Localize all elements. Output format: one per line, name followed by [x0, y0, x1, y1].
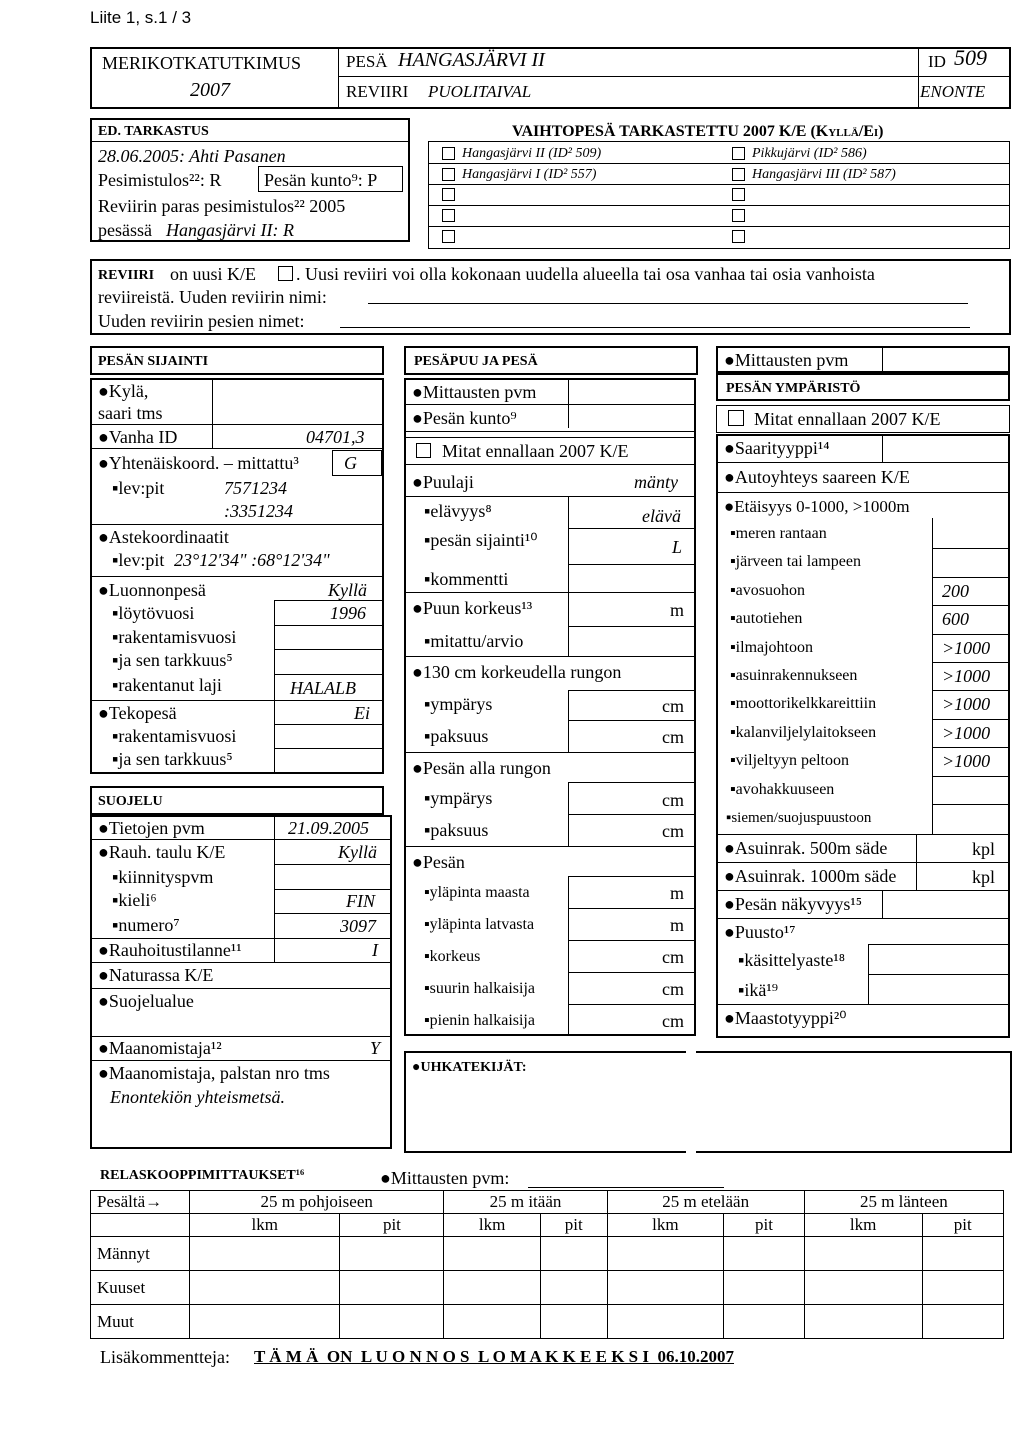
distance-label-9: ▪avohakkuuseen — [730, 781, 835, 798]
distance-value-6: >1000 — [942, 694, 991, 714]
prot-line-9 — [90, 1060, 392, 1061]
tree-measures-checkbox[interactable] — [416, 443, 431, 458]
env-line-3 — [716, 834, 1010, 835]
artificial-value: Ei — [354, 703, 370, 723]
best-result-line2-prefix: pesässä — [98, 220, 152, 240]
owner-parcel-value: Enontekiön yhteismetsä. — [110, 1087, 285, 1107]
cell[interactable] — [724, 1271, 805, 1305]
table-row — [91, 1237, 1004, 1271]
cell[interactable] — [804, 1305, 922, 1339]
comments-label: Lisäkommentteja: — [100, 1347, 230, 1367]
top-ground-label: ▪yläpinta maasta — [424, 884, 530, 901]
nest-prefix: PESÄ — [346, 52, 388, 71]
env-measures-checkbox[interactable] — [728, 410, 744, 426]
relascope-table — [90, 1190, 1004, 1339]
lang-label: ▪kieli⁶ — [112, 890, 157, 910]
tree-130-divider — [568, 690, 569, 752]
env-line-1 — [716, 462, 1010, 463]
cell[interactable] — [340, 1305, 444, 1339]
distance-label-5: ▪asuinrakennukseen — [730, 667, 858, 684]
distance-value-7: >1000 — [942, 723, 991, 743]
distance-value-2: 200 — [942, 581, 969, 601]
alt-nest-4: Hangasjärvi III (ID² 587) — [752, 167, 896, 182]
prev-heading-line — [90, 141, 410, 142]
distance-row-line-4 — [932, 634, 1010, 635]
dwell1000: ●Asuinrak. 1000m säde — [724, 866, 897, 886]
old-id-label: ●Vanha ID — [98, 427, 178, 447]
sub-lkm-1: lkm — [190, 1214, 340, 1237]
top-tree-label: ▪yläpinta latvasta — [424, 916, 535, 933]
alt-nest-checkbox-1[interactable] — [442, 147, 455, 160]
distance-label-0: ▪meren rantaan — [730, 525, 827, 542]
tree-line-8 — [404, 656, 696, 657]
sign-label: ●Rauh. taulu K/E — [98, 842, 226, 862]
table-row — [91, 1271, 1004, 1305]
alt-nest-checkbox-2[interactable] — [732, 147, 745, 160]
alt-nest-3: Hangasjärvi I (ID² 557) — [462, 167, 597, 182]
village-label-1: ●Kylä, — [98, 381, 149, 401]
tree-line-1 — [404, 404, 696, 405]
alt-nest-checkbox-5[interactable] — [442, 188, 455, 201]
sub-lkm-3: lkm — [607, 1214, 724, 1237]
height-unit: m — [670, 600, 685, 620]
distance-label-4: ▪ilmajohtoon — [730, 639, 813, 656]
builder-label: ▪rakentanut laji — [112, 675, 222, 695]
tree-vitality-divider — [568, 496, 569, 592]
found-value: 1996 — [330, 603, 366, 623]
built-year-label: ▪rakentamisvuosi — [112, 627, 237, 647]
attach-date-label: ▪kiinnityspvm — [112, 867, 214, 887]
grid-lat-label: ▪lev:pit — [112, 478, 165, 498]
thick-unit-1: cm — [662, 727, 684, 747]
cell[interactable] — [724, 1305, 805, 1339]
grid-flag-cell — [332, 450, 382, 476]
relascope-date-field[interactable] — [528, 1187, 724, 1188]
territory-prefix: REVIIRI — [346, 82, 409, 101]
tree-line-3 — [404, 496, 696, 497]
cell[interactable] — [190, 1305, 340, 1339]
grid-lat: 7571234 — [224, 478, 287, 498]
from-nest-header: Pesältä→ — [91, 1191, 190, 1214]
header-divider-2 — [918, 47, 919, 109]
vitality-value: elävä — [642, 506, 681, 526]
loc-oldid-divider — [212, 424, 213, 448]
tree-measure-date: ●Mittausten pvm — [412, 382, 537, 402]
tree-line-4 — [568, 528, 696, 529]
circ-unit-1: cm — [662, 696, 684, 716]
tree-line-18 — [568, 972, 696, 973]
territory-label: REVIIRI — [98, 268, 155, 283]
deg-prefix: ▪lev:pit — [112, 550, 165, 570]
prot-line-1 — [90, 839, 392, 840]
env-line-6 — [716, 918, 1010, 919]
sub-header-empty — [91, 1214, 190, 1237]
distance-label-6: ▪moottorikelkkareittiin — [730, 695, 877, 712]
territory-line3: Uuden reviirin pesien nimet: — [98, 311, 305, 331]
thick-label-2: ▪paksuus — [424, 820, 489, 840]
sub-lkm-4: lkm — [804, 1214, 922, 1237]
dir-west: 25 m länteen — [804, 1191, 1003, 1214]
circ-label-2: ▪ympärys — [424, 788, 493, 808]
distance-label: ●Etäisyys 0-1000, >1000m — [724, 497, 910, 516]
sub-pit-2: pit — [540, 1214, 607, 1237]
owner-value: Y — [370, 1038, 381, 1058]
prev-inspection-heading: ED. TARKASTUS — [98, 124, 209, 139]
cell[interactable] — [540, 1305, 607, 1339]
distance-label-1: ▪järveen tai lampeen — [730, 553, 861, 570]
env-line-8 — [868, 974, 1010, 975]
best-result-line1: Reviirin paras pesimistulos²² 2005 — [98, 196, 346, 216]
natural-label: ●Luonnonpesä — [98, 580, 206, 600]
nest-name: HANGASJÄRVI II — [398, 49, 545, 71]
row-label-others: Muut — [91, 1305, 190, 1339]
found-label: ▪löytövuosi — [112, 603, 195, 623]
age: ▪ikä¹⁹ — [738, 980, 779, 1000]
status-label: ●Rauhoitustilanne¹¹ — [98, 940, 242, 960]
threats-gap — [686, 1046, 696, 1156]
loc-line-10 — [274, 724, 384, 725]
vitality-label: ▪elävyys⁸ — [424, 501, 492, 521]
cell[interactable] — [444, 1237, 541, 1271]
alt-nests-heading: VAIHTOPESÄ TARKASTETTU 2007 K/E (Kyllä/Ei) — [512, 123, 884, 140]
dwell500-unit: kpl — [972, 839, 996, 859]
prot-line-4 — [274, 913, 392, 914]
study-title: MERIKOTKATUTKIMUS — [102, 53, 301, 73]
nest-condition: Pesän kunto⁹: P — [264, 170, 378, 190]
alt-nest-checkbox-8[interactable] — [732, 209, 745, 222]
grid-label: ●Yhtenäiskoord. – mittattu³ — [98, 453, 299, 473]
prot-line-8 — [90, 1036, 392, 1037]
top-ground-unit: m — [670, 883, 685, 903]
min-diam-unit: cm — [662, 1011, 684, 1031]
cell[interactable] — [540, 1271, 607, 1305]
tree-line-14 — [404, 846, 696, 847]
municipality: ENONTE — [920, 82, 986, 101]
deg-label: ●Astekoordinaatit — [98, 527, 229, 547]
thick-label-1: ▪paksuus — [424, 726, 489, 746]
attachment-label: Liite 1, s.1 / 3 — [90, 8, 192, 27]
treatment: ▪käsittelyaste¹⁸ — [738, 950, 846, 970]
tree-line-17 — [568, 940, 696, 941]
car-access: ●Autoyhteys saareen K/E — [724, 467, 910, 487]
distance-label-2: ▪avosuohon — [730, 582, 805, 599]
nest-label: ●Pesän — [412, 852, 465, 872]
env-dist-divider — [932, 518, 933, 834]
cell[interactable] — [340, 1271, 444, 1305]
stand: ●Puusto¹⁷ — [724, 922, 796, 942]
loc-village-divider — [212, 378, 213, 424]
alt-nest-checkbox-10[interactable] — [732, 230, 745, 243]
sign-value: Kyllä — [338, 842, 377, 862]
prot-line-7 — [90, 988, 392, 989]
tree-nest-divider — [568, 876, 569, 1036]
header-divider-1 — [338, 47, 339, 109]
id-value: 509 — [954, 45, 987, 70]
protection-heading: SUOJELU — [98, 794, 163, 809]
threats-label: ●UHKATEKIJÄT: — [412, 1060, 527, 1075]
nest-height-unit: cm — [662, 947, 684, 967]
circ-unit-2: cm — [662, 790, 684, 810]
natural-value: Kyllä — [328, 580, 367, 600]
grid-flag: G — [344, 453, 357, 473]
distance-row-line-6 — [932, 690, 1010, 691]
prot-line-5 — [90, 938, 392, 939]
site-type: ●Maastotyyppi²⁰ — [724, 1008, 847, 1028]
info-date-value: 21.09.2005 — [288, 818, 369, 838]
alt-nest-checkbox-3[interactable] — [442, 168, 455, 181]
sub-pit-1: pit — [340, 1214, 444, 1237]
species-label: ●Puulaji — [412, 472, 474, 492]
best-result-line2-value: Hangasjärvi II: R — [166, 220, 294, 240]
territory-name-field[interactable] — [368, 303, 968, 304]
distance-label-8: ▪viljeltyyn peltoon — [730, 752, 849, 769]
art-built-label: ▪rakentamisvuosi — [112, 726, 237, 746]
env-heading: PESÄN YMPÄRISTÖ — [726, 381, 861, 396]
thick-unit-2: cm — [662, 821, 684, 841]
loc-line-2 — [90, 448, 384, 449]
distance-value-5: >1000 — [942, 666, 991, 686]
relascope-date-label: ●Mittausten pvm: — [380, 1168, 510, 1188]
artificial-label: ●Tekopesä — [98, 703, 177, 723]
number-label: ▪numero⁷ — [112, 915, 180, 935]
deg-value: 23°12'34" :68°12'34" — [174, 550, 330, 570]
distance-value-8: >1000 — [942, 751, 991, 771]
at130-label: ●130 cm korkeudella rungon — [412, 662, 622, 682]
cell[interactable] — [340, 1237, 444, 1271]
env-measures-as-before: Mitat ennallaan 2007 K/E — [754, 409, 941, 429]
territory-line2: reviireistä. Uuden reviirin nimi: — [98, 287, 327, 307]
island-type: ●Saarityyppi¹⁴ — [724, 438, 830, 458]
tree-line-12 — [568, 782, 696, 783]
cell[interactable] — [607, 1237, 724, 1271]
loc-line-4 — [90, 576, 384, 577]
grid-lon: :3351234 — [224, 501, 293, 521]
cell[interactable] — [922, 1271, 1003, 1305]
env-measure-date: ●Mittausten pvm — [724, 350, 849, 370]
tree-line-19 — [568, 1004, 696, 1005]
art-accuracy-label: ▪ja sen tarkkuus⁵ — [112, 749, 233, 769]
loc-line-3 — [90, 524, 384, 525]
top-tree-unit: m — [670, 915, 685, 935]
prev-date-inspector: 28.06.2005: Ahti Pasanen — [98, 146, 286, 166]
alt-row-line-3 — [428, 205, 1010, 206]
dwell500: ●Asuinrak. 500m säde — [724, 838, 888, 858]
cell[interactable] — [190, 1271, 340, 1305]
distance-row-line-7 — [932, 719, 1010, 720]
owner-label: ●Maanomistaja¹² — [98, 1038, 222, 1058]
cell[interactable] — [607, 1305, 724, 1339]
cell[interactable] — [607, 1271, 724, 1305]
env-line-7 — [868, 944, 1010, 945]
comments-value: T Ä M Ä ON L U O N N O S L O M A K K E E K S I 06.10.2007 — [254, 1347, 735, 1366]
territory-new-checkbox[interactable] — [278, 266, 293, 281]
loc-line-8 — [274, 674, 384, 675]
tree-line-15 — [568, 876, 696, 877]
id-prefix: ID — [928, 52, 946, 71]
env-island-divider — [882, 434, 883, 462]
table-row — [91, 1305, 1004, 1339]
territory-line1-a: on uusi K/E — [170, 264, 257, 284]
row-label-pines: Männyt — [91, 1237, 190, 1271]
cell[interactable] — [540, 1237, 607, 1271]
sub-pit-4: pit — [922, 1214, 1003, 1237]
position-value: L — [672, 537, 683, 557]
prot-line-2 — [274, 864, 392, 865]
tree-nest-condition: ●Pesän kunto⁹ — [412, 408, 517, 428]
distance-value-4: >1000 — [942, 638, 991, 658]
alt-nest-checkbox-6[interactable] — [732, 188, 745, 201]
lang-value: FIN — [346, 891, 375, 911]
cell[interactable] — [804, 1237, 922, 1271]
alt-nest-checkbox-9[interactable] — [442, 230, 455, 243]
loc-line-7 — [274, 649, 384, 650]
territory-line1-b: . Uusi reviiri voi olla kokonaan uudella alueella tai osa vanhaa tai osia vanhoista — [296, 264, 875, 284]
tree-line-10 — [568, 720, 696, 721]
tree-line-9 — [568, 690, 696, 691]
nest-height-label: ▪korkeus — [424, 948, 481, 965]
cell[interactable] — [724, 1237, 805, 1271]
min-diam-label: ▪pienin halkaisija — [424, 1012, 535, 1029]
old-id-value: 04701,3 — [306, 427, 365, 447]
tree-date-divider — [568, 378, 569, 428]
alt-nest-2: Pikkujärvi (ID² 586) — [752, 146, 867, 161]
builder-value: HALALB — [290, 678, 357, 698]
env-line-9 — [716, 1004, 1010, 1005]
cell[interactable] — [190, 1237, 340, 1271]
visibility: ●Pesän näkyvyys¹⁵ — [724, 894, 863, 914]
dwell1000-unit: kpl — [972, 867, 996, 887]
relascope-heading: RELASKOOPPIMITTAUKSET¹⁶ — [100, 1168, 305, 1183]
tree-line-7 — [568, 626, 696, 627]
number-value: 3097 — [340, 916, 376, 936]
alt-nest-checkbox-7[interactable] — [442, 209, 455, 222]
breeding-result: Pesimistulos²²: R — [98, 170, 222, 190]
tree-line-6 — [404, 592, 696, 593]
cell[interactable] — [444, 1305, 541, 1339]
tree-height-divider — [568, 592, 569, 656]
alt-nest-1: Hangasjärvi II (ID² 509) — [462, 146, 602, 161]
tree-measures-as-before: Mitat ennallaan 2007 K/E — [442, 441, 629, 461]
loc-line-6 — [274, 625, 384, 626]
species-value: mänty — [634, 472, 678, 492]
distance-label-10: ▪siemen/suojuspuustoon — [726, 810, 872, 826]
distance-row-line-5 — [932, 662, 1010, 663]
distance-row-line-1 — [932, 548, 1010, 549]
alt-nest-checkbox-4[interactable] — [732, 168, 745, 181]
dir-south: 25 m etelään — [607, 1191, 804, 1214]
distance-label-7: ▪kalanviljelylaitokseen — [730, 724, 877, 741]
distance-row-line-3 — [932, 605, 1010, 606]
env-vis-divider — [882, 890, 883, 918]
env-line-2 — [716, 492, 1010, 493]
tree-line-2 — [404, 431, 696, 432]
sub-pit-3: pit — [724, 1214, 805, 1237]
loc-line-11 — [274, 748, 384, 749]
cell[interactable] — [922, 1305, 1003, 1339]
territory-nests-field[interactable] — [340, 327, 970, 328]
loc-line-1 — [90, 424, 384, 425]
header-mid-line — [338, 76, 1011, 77]
tree-line-5 — [568, 564, 696, 565]
env-line-4 — [716, 862, 1010, 863]
area-label: ●Suojelualue — [98, 991, 194, 1011]
max-diam-label: ▪suurin halkaisija — [424, 980, 535, 997]
territory-name: PUOLITAIVAL — [428, 82, 532, 101]
info-date-label: ●Tietojen pvm — [98, 818, 205, 838]
loc-line-9 — [90, 700, 384, 701]
distance-value-3: 600 — [942, 609, 969, 629]
row-label-spruces: Kuuset — [91, 1271, 190, 1305]
tree-line-11 — [404, 752, 696, 753]
max-diam-unit: cm — [662, 979, 684, 999]
distance-label-3: ▪autotiehen — [730, 610, 803, 627]
dir-north: 25 m pohjoiseen — [190, 1191, 444, 1214]
natura-label: ●Naturassa K/E — [98, 965, 214, 985]
cell[interactable] — [804, 1271, 922, 1305]
tree-line-13 — [568, 814, 696, 815]
sub-lkm-2: lkm — [444, 1214, 541, 1237]
comment-label: ▪kommentti — [424, 569, 509, 589]
tree-line-16 — [568, 908, 696, 909]
height-label: ●Puun korkeus¹³ — [412, 598, 533, 618]
env-date-divider — [882, 346, 883, 373]
tree-heading: PESÄPUU JA PESÄ — [414, 354, 538, 369]
cell[interactable] — [444, 1271, 541, 1305]
circ-label-1: ▪ympärys — [424, 694, 493, 714]
distance-row-line-8 — [932, 747, 1010, 748]
below-label: ●Pesän alla rungon — [412, 758, 551, 778]
measured-label: ▪mitattu/arvio — [424, 631, 524, 651]
owner-parcel-label: ●Maanomistaja, palstan nro tms — [98, 1063, 330, 1083]
accuracy-label: ▪ja sen tarkkuus⁵ — [112, 650, 233, 670]
position-label: ▪pesän sijainti¹⁰ — [424, 530, 538, 550]
status-value: I — [372, 940, 378, 960]
study-year: 2007 — [190, 79, 230, 101]
dir-east: 25 m itään — [444, 1191, 607, 1214]
env-line-5 — [716, 890, 1010, 891]
alt-row-line-4 — [428, 226, 1010, 227]
prot-line-3 — [274, 889, 392, 890]
loc-line-5 — [274, 600, 384, 601]
village-label-2: saari tms — [98, 403, 163, 423]
distance-row-line-9 — [932, 776, 1010, 777]
distance-row-line-2 — [932, 577, 1010, 578]
distance-row-line-10 — [932, 804, 1010, 805]
location-heading: PESÄN SIJAINTI — [98, 354, 209, 369]
cell[interactable] — [922, 1237, 1003, 1271]
prot-line-6 — [90, 962, 392, 963]
